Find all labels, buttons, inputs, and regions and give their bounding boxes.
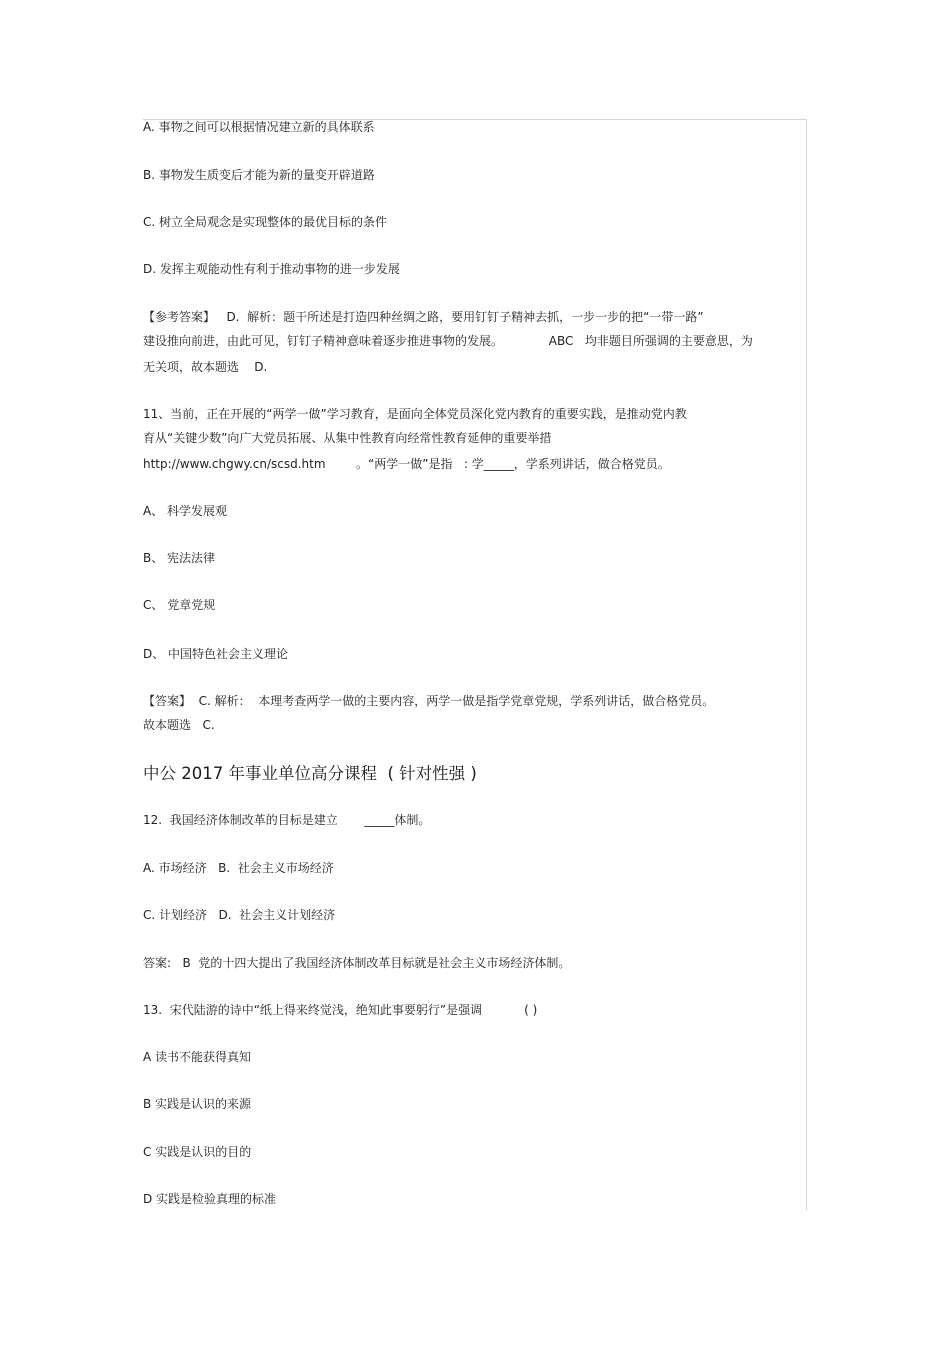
q11-answer-line-1: 【答案】 C. 解析： 本理考查两学一做的主要内容，两学一做是指学党章党规，学系列讲话，做合格党员。 [143,694,715,708]
q13-option-a: A 读书不能获得真知 [143,1050,252,1064]
q12-stem: 12. 我国经济体制改革的目标是建立 _____体制。 [143,813,431,827]
page-frame-right [806,119,807,1210]
q11-stem-line-1: 11、当前，正在开展的“两学一做”学习教育，是面向全体党员深化党内教育的重要实践，是推动党内教 [143,407,687,421]
q13-option-c: C 实践是认识的目的 [143,1145,252,1159]
q12-options-cd: C. 计划经济 D. 社会主义计划经济 [143,908,336,922]
q11-answer-line-2: 故本题选 C. [143,718,215,732]
q10-answer-line-2: 建设推向前进，由此可见，钉钉子精神意味着逐步推进事物的发展。 ABC 均非题目所强调的主要意思，为 [143,334,753,348]
q13-option-b: B 实践是认识的来源 [143,1097,252,1111]
q11-stem-line-2: 育从“关键少数”向广大党员拓展、从集中性教育向经常性教育延伸的重要举措 [143,431,552,445]
q10-option-d: D. 发挥主观能动性有利于推动事物的进一步发展 [143,262,400,276]
q11-option-b: B、 宪法法律 [143,551,216,565]
section-heading: 中公 2017 年事业单位高分课程 ( 针对性强 ) [143,764,477,783]
q11-option-d: D、 中国特色社会主义理论 [143,647,289,661]
q10-option-c: C. 树立全局观念是实现整体的最优目标的条件 [143,215,388,229]
q12-answer: 答案: B 党的十四大提出了我国经济体制改革目标就是社会主义市场经济体制。 [143,956,571,970]
q11-option-c: C、 党章党规 [143,598,216,612]
q10-answer-line-3: 无关项，故本题选 D. [143,360,268,374]
q11-option-a: A、 科学发展观 [143,504,228,518]
q10-option-b: B. 事物发生质变后才能为新的量变开辟道路 [143,168,375,182]
q10-option-a: A. 事物之间可以根据情况建立新的具体联系 [143,120,375,134]
q13-option-d: D 实践是检验真理的标准 [143,1192,277,1206]
q11-stem-line-3: http://www.chgwy.cn/scsd.htm 。“两学一做”是指 : 学_____，学系列讲话，做合格党员。 [143,457,670,471]
q13-stem: 13. 宋代陆游的诗中“纸上得来终觉浅，绝知此事要躬行”是强调 ( ) [143,1003,538,1017]
q10-answer-line-1: 【参考答案】 D. 解析：题干所述是打造四种丝绸之路，要用钉钉子精神去抓，一步一步的把“一带一路” [143,310,704,324]
q12-options-ab: A. 市场经济 B. 社会主义市场经济 [143,861,334,875]
